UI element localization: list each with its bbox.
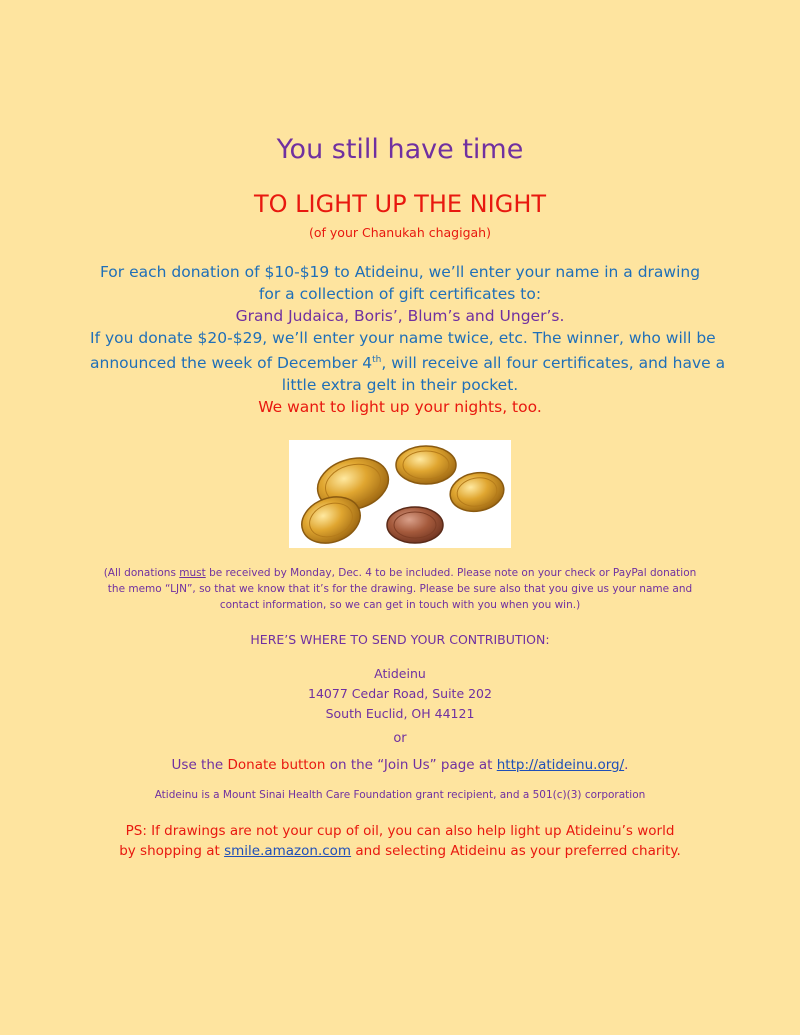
fine-text: (All donations	[103, 567, 180, 579]
send-contribution-heading: HERE’S WHERE TO SEND YOUR CONTRIBUTION:	[250, 632, 550, 647]
must-emphasis: must	[179, 567, 206, 579]
fine-text: be received by Monday, Dec. 4 to be included. Please note on your check or PayPal donation	[205, 567, 697, 579]
body-text: , will receive all four certificates, and have a	[381, 354, 726, 373]
drawing-description	[90, 261, 726, 418]
fine-print	[90, 565, 710, 613]
ps-line	[0, 841, 800, 861]
body-line: for a collection of gift certificates to:	[258, 285, 542, 303]
body-line: For each donation of $10-$19 to Atideinu, we’ll enter your name in a drawing	[99, 263, 701, 281]
tagline: We want to light up your nights, too.	[258, 398, 542, 417]
grant-note: Atideinu is a Mount Sinai Health Care Foundation grant recipient, and a 501(c)(3) corporation	[154, 789, 646, 801]
subheading: (of your Chanukah chagigah)	[309, 225, 491, 240]
donate-text: Use the	[171, 757, 228, 773]
body-text: announced the week of December 4	[90, 354, 373, 373]
body-line: If you donate $20-$29, we’ll enter your name twice, etc. The winner, who will be	[90, 329, 716, 347]
address-city: South Euclid, OH 44121	[325, 706, 475, 721]
fine-print-line: the memo “LJN”, so that we know that it’s for the drawing. Please be sure also that you give us your name and	[107, 583, 693, 595]
donate-instructions	[0, 757, 800, 773]
mailing-address	[0, 664, 800, 724]
or-separator: or	[393, 731, 407, 746]
fine-print-line	[90, 565, 710, 581]
donate-text: .	[624, 757, 629, 773]
atideinu-website-link[interactable]: http://atideinu.org/	[496, 757, 625, 773]
fine-print-line: contact information, so we can get in touch with you when you win.)	[219, 599, 581, 611]
heading-you-still-have-time: You still have time	[276, 134, 524, 165]
donate-text: on the “Join Us” page at	[325, 757, 497, 773]
smile-amazon-link[interactable]: smile.amazon.com	[224, 843, 352, 859]
chocolate-coins-image	[289, 440, 511, 548]
body-line: little extra gelt in their pocket.	[281, 376, 519, 395]
ps-line: PS: If drawings are not your cup of oil, you can also help light up Atideinu’s world	[125, 823, 675, 839]
heading-light-up-the-night: TO LIGHT UP THE NIGHT	[253, 190, 547, 218]
body-line	[90, 349, 726, 374]
ps-text: by shopping at	[119, 843, 225, 859]
ps-text: and selecting Atideinu as your preferred charity.	[351, 843, 681, 859]
donate-button-text: Donate button	[227, 757, 326, 773]
superscript: th	[372, 355, 382, 365]
address-street: 14077 Cedar Road, Suite 202	[308, 686, 492, 701]
postscript	[0, 821, 800, 861]
address-name: Atideinu	[374, 666, 426, 681]
gold-coins-illustration	[289, 440, 511, 548]
stores-line: Grand Judaica, Boris’, Blum’s and Unger’s.	[235, 307, 565, 325]
